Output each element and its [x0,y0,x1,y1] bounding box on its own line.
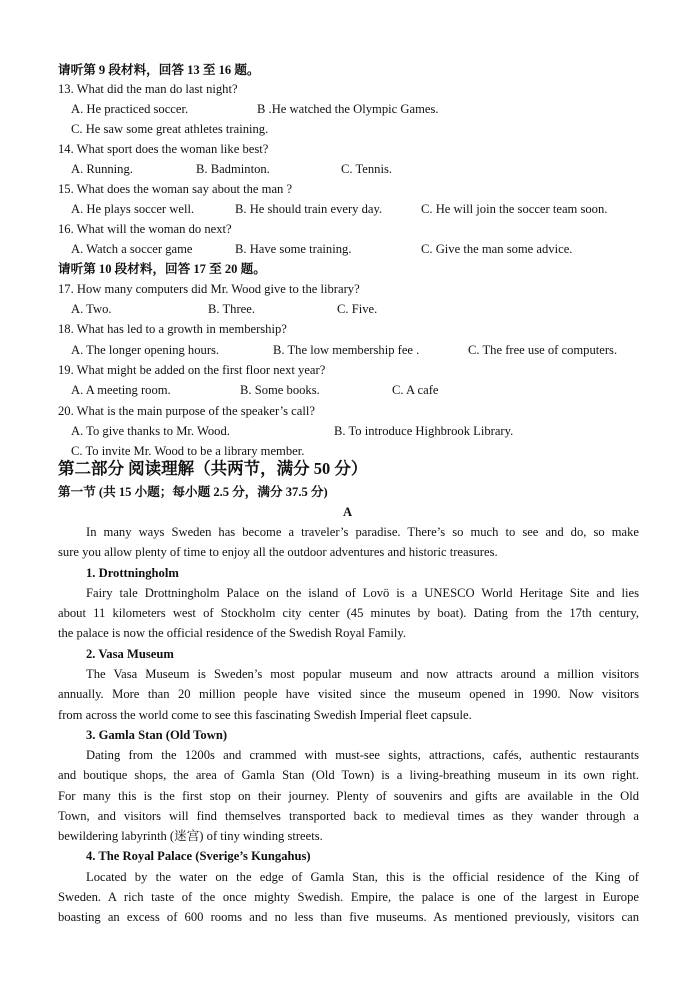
question-19: 19. What might be added on the first floor next year? [58,363,326,377]
para4-line-2: Sweden. A rich taste of the once mighty Swedish. Empire, the palace is one of the largest in Europe [58,890,639,904]
option-18b: B. The low membership fee . [273,343,420,357]
option-16c: C. Give the man some advice. [421,242,573,256]
question-13: 13. What did the man do last night? [58,82,238,96]
question-14: 14. What sport does the woman like best? [58,142,269,156]
option-17c: C. Five. [337,302,378,316]
option-18a: A. The longer opening hours. [71,343,220,357]
heading-royal-palace: 4. The Royal Palace (Sverige’s Kungahus) [86,849,311,863]
option-20b: B. To introduce Highbrook Library. [334,424,514,438]
para3-line-4: Town, and visitors will find themselves transported back to medieval times as they wander through a [58,809,639,823]
question-17: 17. How many computers did Mr. Wood give to the library? [58,282,360,296]
para2-line-2: annually. More than 20 million people have visited since the museum opened in 1990. Now visitors [58,687,639,701]
question-16: 16. What will the woman do next? [58,222,232,236]
option-14a: A. Running. [71,162,133,176]
intro-line-2: sure you allow plenty of time to enjoy all the outdoor adventures and historic treasures. [58,545,498,559]
para3-line-5: bewildering labyrinth (迷宫) of tiny winding streets. [58,829,323,843]
option-15a: A. He plays soccer well. [71,202,195,216]
para1-line-2: about 11 kilometers west of Stockholm city center (45 minutes by boat). Dating from the 17th century, [58,606,639,620]
heading-gamla-stan: 3. Gamla Stan (Old Town) [86,728,228,742]
section-1-heading: 第一节 (共 15 小题；每小题 2.5 分，满分 37.5 分) [58,485,328,499]
part-2-heading: 第二部分 阅读理解（共两节，满分 50 分） [58,459,368,478]
material-9-instruction: 请听第 9 段材料，回答 13 至 16 题。 [58,63,260,77]
option-14b: B. Badminton. [196,162,270,176]
material-10-instruction: 请听第 10 段材料，回答 17 至 20 题。 [58,262,266,276]
option-15b: B. He should train every day. [235,202,383,216]
para1-line-1: Fairy tale Drottningholm Palace on the island of Lovö is a UNESCO World Heritage Site and lies [86,586,639,600]
option-19a: A. A meeting room. [71,383,171,397]
option-20a: A. To give thanks to Mr. Wood. [71,424,230,438]
option-13b: B .He watched the Olympic Games. [257,102,439,116]
option-17a: A. Two. [71,302,112,316]
para3-line-1: Dating from the 1200s and crammed with must-see sights, attractions, cafés, authentic restaurants [86,748,639,762]
para1-line-3: the palace is now the official residence of the Swedish Royal Family. [58,626,406,640]
option-15c: C. He will join the soccer team soon. [421,202,608,216]
option-13a: A. He practiced soccer. [71,102,189,116]
option-16a: A. Watch a soccer game [71,242,193,256]
para3-line-2: and boutique shops, the area of Gamla Stan (Old Town) is a living-breathing museum in its own right. [58,768,639,782]
question-15: 15. What does the woman say about the man ? [58,182,293,196]
question-18: 18. What has led to a growth in membership? [58,322,287,336]
question-20: 20. What is the main purpose of the speaker’s call? [58,404,315,418]
intro-line-1: In many ways Sweden has become a traveler’s paradise. There’s so much to see and do, so make [86,525,639,539]
para2-line-3: from across the world come to see this fascinating Swedish Imperial fleet capsule. [58,708,472,722]
option-14c: C. Tennis. [341,162,393,176]
option-19c: C. A cafe [392,383,439,397]
para4-line-1: Located by the water on the edge of Gamla Stan, this is the official residence of the King of [86,870,639,884]
para4-line-3: boasting an excess of 600 rooms and no less than five museums. As mentioned previously, visitors can [58,910,639,924]
option-19b: B. Some books. [240,383,320,397]
para2-line-1: The Vasa Museum is Sweden’s most popular museum and now attracts around a million visitors [86,667,639,681]
heading-vasa-museum: 2. Vasa Museum [86,647,174,661]
option-13c: C. He saw some great athletes training. [71,122,269,136]
heading-drottningholm: 1. Drottningholm [86,566,179,580]
option-18c: C. The free use of computers. [468,343,618,357]
option-20c: C. To invite Mr. Wood to be a library member. [71,444,305,458]
para3-line-3: For many this is the first stop on their journey. Plenty of souvenirs and gifts are available in the Old [58,789,639,803]
option-17b: B. Three. [208,302,255,316]
option-16b: B. Have some training. [235,242,352,256]
passage-letter: A [343,505,353,519]
